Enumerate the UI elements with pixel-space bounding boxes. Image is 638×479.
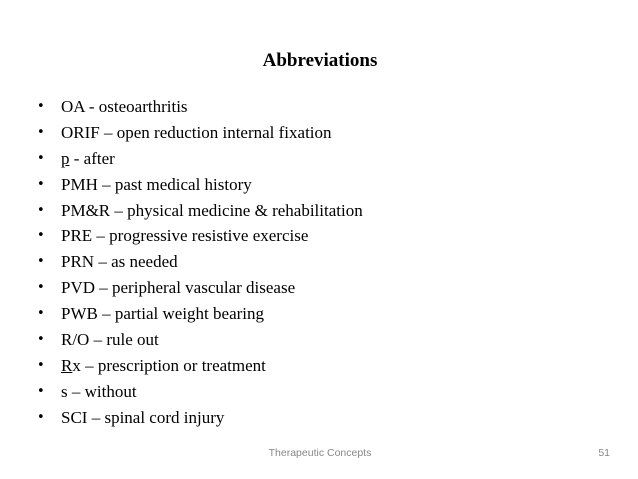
slide-title-text: Abbreviations: [262, 50, 378, 71]
bullet-icon: •: [37, 357, 45, 373]
list-item-text: R/O – rule out: [61, 330, 159, 350]
bullet-icon: •: [37, 332, 45, 348]
list-item-text: PWB – partial weight bearing: [61, 304, 265, 324]
list-item-text: p - after: [61, 148, 115, 168]
list-item-text: OA - osteoarthritis: [61, 97, 188, 116]
list-item-text: PMH – past medical history: [61, 174, 252, 194]
list-item-text: ORIF – open reduction internal fixation: [61, 122, 332, 142]
list-item-text: s – without: [61, 381, 137, 401]
bullet-icon: •: [37, 254, 45, 270]
footer-title: Therapeutic Concepts: [268, 447, 372, 459]
list-item-text: PRE – progressive resistive exercise: [61, 226, 309, 246]
bullet-icon: •: [37, 202, 45, 218]
bullet-icon: •: [37, 280, 45, 296]
list-item-text: PM&R – physical medicine & rehabilitation: [61, 200, 363, 220]
page-number: 51: [598, 447, 610, 459]
bullet-icon: •: [37, 176, 45, 192]
bullet-icon: •: [37, 228, 45, 244]
bullet-icon: •: [37, 306, 45, 322]
list-item-text: PVD – peripheral vascular disease: [61, 278, 296, 298]
list-item-text: Rx – prescription or treatment: [61, 355, 266, 375]
bullet-icon: •: [37, 124, 45, 140]
bullet-icon: •: [37, 409, 45, 425]
list-item-text: SCI – spinal cord injury: [61, 407, 225, 427]
list-item-text: PRN – as needed: [61, 252, 178, 272]
bullet-icon: •: [37, 150, 45, 166]
bullet-icon: •: [37, 99, 45, 114]
bullet-icon: •: [37, 383, 45, 399]
slide-title: [0, 49, 638, 73]
